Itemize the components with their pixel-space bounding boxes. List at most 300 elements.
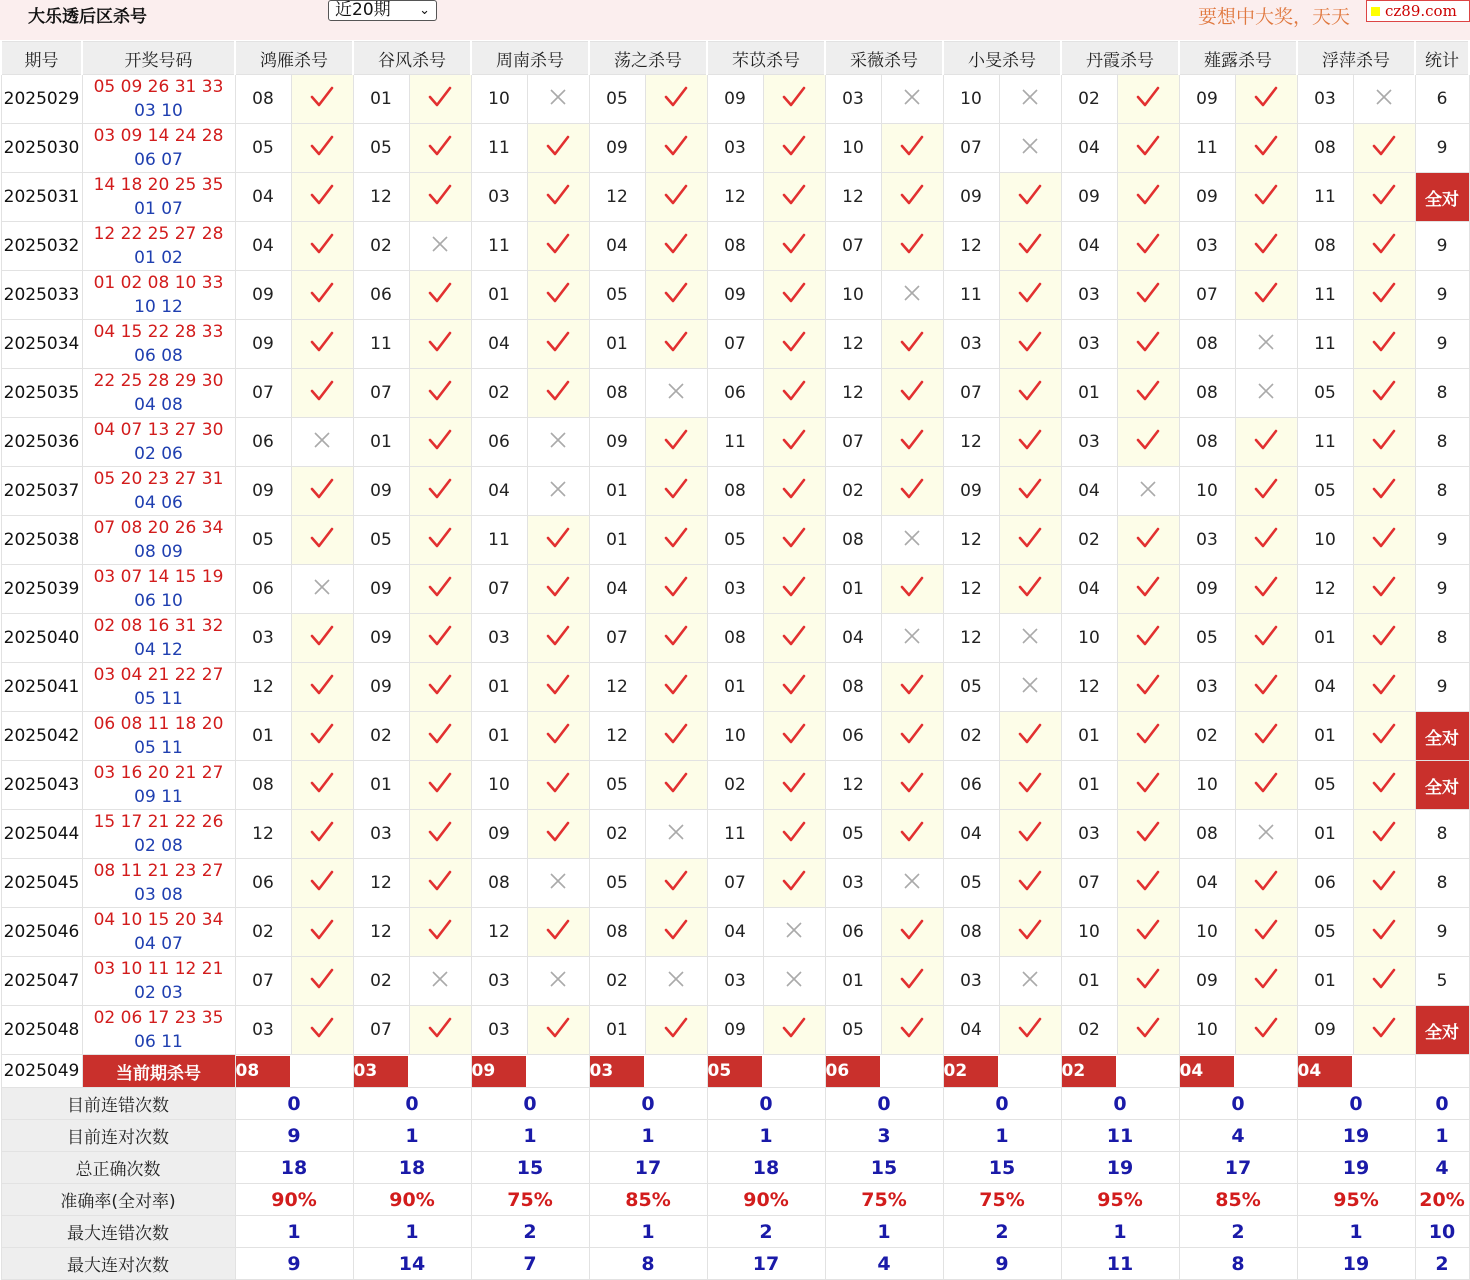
result-mark bbox=[1235, 173, 1297, 222]
kill-number: 08 bbox=[1179, 369, 1235, 418]
check-icon bbox=[428, 722, 452, 746]
stat-value: 75% bbox=[825, 1184, 943, 1216]
kill-number: 07 bbox=[707, 859, 763, 908]
stat-value: 1 bbox=[353, 1120, 471, 1152]
kill-number: 05 bbox=[235, 124, 291, 173]
result-mark bbox=[1353, 565, 1415, 614]
back-numbers: 04 12 bbox=[134, 640, 183, 660]
kill-number: 06 bbox=[235, 859, 291, 908]
kill-number: 10 bbox=[825, 124, 881, 173]
check-icon bbox=[1136, 330, 1160, 354]
result-mark bbox=[291, 712, 353, 761]
kill-number: 01 bbox=[353, 75, 409, 124]
check-icon bbox=[664, 428, 688, 452]
result-mark bbox=[409, 1006, 471, 1055]
issue-number: 2025034 bbox=[1, 320, 82, 369]
kill-number: 09 bbox=[235, 467, 291, 516]
back-numbers: 10 12 bbox=[134, 297, 183, 317]
kill-number: 01 bbox=[589, 1006, 645, 1055]
chevron-down-icon: ⌄ bbox=[419, 3, 430, 18]
front-numbers: 07 08 20 26 34 bbox=[93, 518, 224, 538]
result-mark bbox=[1353, 1006, 1415, 1055]
kill-number: 05 bbox=[825, 1006, 881, 1055]
stat-row bbox=[1, 1216, 1469, 1248]
cross-icon bbox=[666, 822, 686, 842]
check-icon bbox=[1372, 722, 1396, 746]
check-icon bbox=[1372, 526, 1396, 550]
current-kill-number: 04 bbox=[1180, 1056, 1234, 1087]
kill-number: 09 bbox=[1061, 173, 1117, 222]
result-mark bbox=[881, 614, 943, 663]
check-icon bbox=[664, 918, 688, 942]
kill-number: 03 bbox=[1061, 271, 1117, 320]
result-mark bbox=[1235, 565, 1297, 614]
stat-value: 14 bbox=[353, 1248, 471, 1280]
kill-number: 02 bbox=[1061, 1006, 1117, 1055]
kill-number: 01 bbox=[825, 957, 881, 1006]
current-kill-number: 08 bbox=[236, 1056, 290, 1087]
kill-number: 12 bbox=[1297, 565, 1353, 614]
result-mark bbox=[1353, 222, 1415, 271]
check-icon bbox=[900, 428, 924, 452]
check-icon bbox=[1136, 722, 1160, 746]
result-mark bbox=[999, 614, 1061, 663]
stat-value: 2 bbox=[943, 1216, 1061, 1248]
kill-number: 12 bbox=[825, 369, 881, 418]
stat-value: 1 bbox=[943, 1120, 1061, 1152]
check-icon bbox=[1372, 869, 1396, 893]
check-icon bbox=[428, 330, 452, 354]
kill-number: 09 bbox=[353, 565, 409, 614]
result-mark bbox=[645, 222, 707, 271]
front-numbers: 03 16 20 21 27 bbox=[93, 763, 224, 783]
draw-numbers bbox=[82, 810, 235, 859]
table-row bbox=[1, 271, 1469, 320]
draw-numbers bbox=[82, 467, 235, 516]
table-row bbox=[1, 75, 1469, 124]
current-label: 当前期杀号 bbox=[82, 1055, 235, 1088]
result-mark bbox=[527, 663, 589, 712]
check-icon bbox=[1018, 771, 1042, 795]
stat-value: 17 bbox=[589, 1152, 707, 1184]
result-mark bbox=[527, 957, 589, 1006]
result-mark bbox=[763, 663, 825, 712]
kill-number: 03 bbox=[235, 1006, 291, 1055]
kill-number: 12 bbox=[235, 663, 291, 712]
kill-number: 11 bbox=[353, 320, 409, 369]
kill-number: 05 bbox=[589, 761, 645, 810]
draw-numbers bbox=[82, 222, 235, 271]
cross-icon bbox=[1256, 822, 1276, 842]
stat-row bbox=[1, 1120, 1469, 1152]
stat-value: 19 bbox=[1297, 1120, 1415, 1152]
result-mark bbox=[645, 1006, 707, 1055]
kill-number: 01 bbox=[353, 761, 409, 810]
check-icon bbox=[1136, 869, 1160, 893]
kill-number: 06 bbox=[943, 761, 999, 810]
check-icon bbox=[310, 820, 334, 844]
kill-number: 10 bbox=[1061, 908, 1117, 957]
result-mark bbox=[1235, 663, 1297, 712]
result-mark bbox=[645, 712, 707, 761]
check-icon bbox=[1136, 918, 1160, 942]
check-icon bbox=[900, 771, 924, 795]
issue-number: 2025030 bbox=[1, 124, 82, 173]
result-mark bbox=[1235, 271, 1297, 320]
result-mark bbox=[1353, 859, 1415, 908]
result-mark bbox=[291, 320, 353, 369]
check-icon bbox=[782, 575, 806, 599]
kill-number: 03 bbox=[1061, 810, 1117, 859]
result-mark bbox=[881, 516, 943, 565]
result-mark bbox=[881, 271, 943, 320]
check-icon bbox=[664, 722, 688, 746]
kill-number: 06 bbox=[235, 565, 291, 614]
kill-number: 01 bbox=[471, 663, 527, 712]
result-mark bbox=[763, 516, 825, 565]
result-mark bbox=[1353, 663, 1415, 712]
kill-number: 10 bbox=[943, 75, 999, 124]
result-mark bbox=[409, 271, 471, 320]
result-mark bbox=[999, 1006, 1061, 1055]
result-mark bbox=[763, 369, 825, 418]
kill-number: 09 bbox=[1179, 565, 1235, 614]
back-numbers: 04 06 bbox=[134, 493, 183, 513]
stat-label: 准确率(全对率) bbox=[1, 1184, 235, 1216]
issue-number: 2025037 bbox=[1, 467, 82, 516]
result-mark bbox=[527, 467, 589, 516]
kill-number: 03 bbox=[825, 75, 881, 124]
stat-value: 11 bbox=[1061, 1120, 1179, 1152]
table-row bbox=[1, 908, 1469, 957]
result-mark bbox=[1235, 222, 1297, 271]
result-mark bbox=[1117, 173, 1179, 222]
issue-number: 2025029 bbox=[1, 75, 82, 124]
kill-number: 09 bbox=[1297, 1006, 1353, 1055]
issue-number: 2025038 bbox=[1, 516, 82, 565]
issue-number: 2025039 bbox=[1, 565, 82, 614]
kill-number: 09 bbox=[589, 418, 645, 467]
result-mark bbox=[1353, 418, 1415, 467]
stat-value: 0 bbox=[1179, 1088, 1297, 1120]
kill-number: 08 bbox=[825, 663, 881, 712]
kill-number: 11 bbox=[707, 810, 763, 859]
kill-number: 04 bbox=[235, 173, 291, 222]
kill-number: 05 bbox=[1179, 614, 1235, 663]
result-mark bbox=[1353, 516, 1415, 565]
kill-number: 02 bbox=[707, 761, 763, 810]
check-icon bbox=[428, 183, 452, 207]
issue-number: 2025031 bbox=[1, 173, 82, 222]
column-header: 统计 bbox=[1415, 42, 1469, 75]
stat-value: 9 bbox=[235, 1248, 353, 1280]
check-icon bbox=[1018, 526, 1042, 550]
result-mark bbox=[527, 859, 589, 908]
check-icon bbox=[1018, 428, 1042, 452]
check-icon bbox=[428, 771, 452, 795]
check-icon bbox=[1136, 85, 1160, 109]
period-select[interactable] bbox=[328, 0, 437, 21]
result-mark bbox=[1353, 173, 1415, 222]
stat-label: 目前连错次数 bbox=[1, 1088, 235, 1120]
header-row bbox=[1, 42, 1469, 75]
back-numbers: 06 07 bbox=[134, 150, 183, 170]
back-numbers: 04 08 bbox=[134, 395, 183, 415]
result-mark bbox=[1117, 467, 1179, 516]
check-icon bbox=[546, 1016, 570, 1040]
kill-number: 05 bbox=[353, 516, 409, 565]
result-mark bbox=[291, 957, 353, 1006]
stat-value: 4 bbox=[1415, 1152, 1469, 1184]
column-header: 小旻杀号 bbox=[943, 42, 1061, 75]
result-mark bbox=[409, 222, 471, 271]
cross-icon bbox=[1256, 332, 1276, 352]
result-mark bbox=[291, 516, 353, 565]
draw-numbers bbox=[82, 173, 235, 222]
result-mark bbox=[999, 957, 1061, 1006]
stat-value: 1 bbox=[235, 1216, 353, 1248]
issue-number: 2025045 bbox=[1, 859, 82, 908]
cross-icon bbox=[548, 871, 568, 891]
check-icon bbox=[310, 918, 334, 942]
result-mark bbox=[291, 173, 353, 222]
result-mark bbox=[409, 516, 471, 565]
kill-number: 09 bbox=[589, 124, 645, 173]
result-mark bbox=[645, 75, 707, 124]
hit-count: 全对 bbox=[1415, 1006, 1469, 1055]
result-mark bbox=[1117, 222, 1179, 271]
stat-value: 0 bbox=[707, 1088, 825, 1120]
stat-value: 1 bbox=[1061, 1216, 1179, 1248]
result-mark bbox=[409, 369, 471, 418]
result-mark bbox=[763, 859, 825, 908]
result-mark bbox=[1353, 957, 1415, 1006]
check-icon bbox=[1018, 281, 1042, 305]
result-mark bbox=[1353, 761, 1415, 810]
result-mark bbox=[409, 173, 471, 222]
result-mark bbox=[763, 614, 825, 663]
column-header: 采薇杀号 bbox=[825, 42, 943, 75]
result-mark bbox=[1235, 124, 1297, 173]
check-icon bbox=[428, 526, 452, 550]
result-mark bbox=[291, 761, 353, 810]
table-row bbox=[1, 222, 1469, 271]
draw-numbers bbox=[82, 761, 235, 810]
hit-count: 8 bbox=[1415, 369, 1469, 418]
kill-number: 01 bbox=[235, 712, 291, 761]
stat-value: 85% bbox=[1179, 1184, 1297, 1216]
check-icon bbox=[1372, 183, 1396, 207]
back-numbers: 03 08 bbox=[134, 885, 183, 905]
check-icon bbox=[1254, 477, 1278, 501]
check-icon bbox=[1136, 771, 1160, 795]
hit-count: 9 bbox=[1415, 516, 1469, 565]
result-mark bbox=[291, 369, 353, 418]
hit-count: 9 bbox=[1415, 663, 1469, 712]
result-mark bbox=[763, 418, 825, 467]
result-mark bbox=[409, 467, 471, 516]
current-kill-number: 09 bbox=[472, 1056, 526, 1087]
kill-number: 01 bbox=[1297, 614, 1353, 663]
issue-number: 2025046 bbox=[1, 908, 82, 957]
result-mark bbox=[1117, 761, 1179, 810]
cross-icon bbox=[312, 577, 332, 597]
check-icon bbox=[310, 624, 334, 648]
check-icon bbox=[664, 183, 688, 207]
back-numbers: 05 11 bbox=[134, 689, 183, 709]
hit-count: 5 bbox=[1415, 957, 1469, 1006]
result-mark bbox=[763, 173, 825, 222]
table-row bbox=[1, 418, 1469, 467]
kill-number: 08 bbox=[589, 908, 645, 957]
check-icon bbox=[1136, 428, 1160, 452]
current-kill-number: 04 bbox=[1298, 1056, 1352, 1087]
kill-number: 05 bbox=[825, 810, 881, 859]
result-mark bbox=[1117, 810, 1179, 859]
kill-number: 05 bbox=[1297, 369, 1353, 418]
result-mark bbox=[527, 712, 589, 761]
kill-number: 03 bbox=[943, 957, 999, 1006]
check-icon bbox=[900, 134, 924, 158]
check-icon bbox=[664, 673, 688, 697]
result-mark bbox=[409, 124, 471, 173]
stat-value: 8 bbox=[589, 1248, 707, 1280]
stat-value: 75% bbox=[471, 1184, 589, 1216]
site-logo[interactable] bbox=[1366, 0, 1470, 22]
stat-value: 7 bbox=[471, 1248, 589, 1280]
issue-number: 2025033 bbox=[1, 271, 82, 320]
kill-number: 03 bbox=[1061, 418, 1117, 467]
check-icon bbox=[428, 1016, 452, 1040]
front-numbers: 05 20 23 27 31 bbox=[93, 469, 224, 489]
hit-count: 8 bbox=[1415, 418, 1469, 467]
cross-icon bbox=[902, 528, 922, 548]
result-mark bbox=[409, 320, 471, 369]
result-mark bbox=[527, 516, 589, 565]
kill-number: 05 bbox=[943, 859, 999, 908]
draw-numbers bbox=[82, 75, 235, 124]
check-icon bbox=[782, 526, 806, 550]
kill-number: 09 bbox=[471, 810, 527, 859]
check-icon bbox=[1136, 575, 1160, 599]
kill-number: 12 bbox=[825, 320, 881, 369]
kill-number: 03 bbox=[471, 614, 527, 663]
result-mark bbox=[1235, 369, 1297, 418]
result-mark bbox=[1353, 369, 1415, 418]
stat-value: 8 bbox=[1179, 1248, 1297, 1280]
result-mark bbox=[1353, 810, 1415, 859]
kill-number: 11 bbox=[471, 516, 527, 565]
result-mark bbox=[1235, 761, 1297, 810]
column-header: 鸿雁杀号 bbox=[235, 42, 353, 75]
kill-number: 09 bbox=[353, 614, 409, 663]
check-icon bbox=[900, 575, 924, 599]
kill-number: 02 bbox=[1061, 75, 1117, 124]
stat-value: 90% bbox=[235, 1184, 353, 1216]
kill-number: 04 bbox=[1061, 467, 1117, 516]
draw-numbers bbox=[82, 418, 235, 467]
check-icon bbox=[428, 869, 452, 893]
kill-number: 01 bbox=[589, 467, 645, 516]
check-icon bbox=[1018, 1016, 1042, 1040]
kill-number: 08 bbox=[471, 859, 527, 908]
kill-number: 02 bbox=[589, 810, 645, 859]
back-numbers: 01 07 bbox=[134, 199, 183, 219]
result-mark bbox=[1235, 614, 1297, 663]
stat-value: 17 bbox=[707, 1248, 825, 1280]
kill-number: 02 bbox=[471, 369, 527, 418]
result-mark bbox=[645, 271, 707, 320]
check-icon bbox=[310, 379, 334, 403]
check-icon bbox=[1372, 673, 1396, 697]
hit-count: 全对 bbox=[1415, 761, 1469, 810]
result-mark bbox=[291, 271, 353, 320]
draw-numbers bbox=[82, 271, 235, 320]
stat-label: 最大连对次数 bbox=[1, 1248, 235, 1280]
result-mark bbox=[645, 369, 707, 418]
check-icon bbox=[1018, 477, 1042, 501]
kill-number: 03 bbox=[1179, 516, 1235, 565]
kill-number: 08 bbox=[707, 614, 763, 663]
kill-number: 04 bbox=[471, 320, 527, 369]
back-numbers: 02 08 bbox=[134, 836, 183, 856]
check-icon bbox=[1372, 1016, 1396, 1040]
kill-number: 03 bbox=[825, 859, 881, 908]
hit-count: 8 bbox=[1415, 810, 1469, 859]
check-icon bbox=[1254, 967, 1278, 991]
check-icon bbox=[664, 477, 688, 501]
kill-number: 12 bbox=[471, 908, 527, 957]
kill-number: 01 bbox=[707, 663, 763, 712]
result-mark bbox=[881, 761, 943, 810]
check-icon bbox=[546, 379, 570, 403]
kill-number: 12 bbox=[943, 222, 999, 271]
stat-value: 0 bbox=[1415, 1088, 1469, 1120]
result-mark bbox=[881, 663, 943, 712]
stat-value: 1 bbox=[471, 1120, 589, 1152]
kill-number: 02 bbox=[825, 467, 881, 516]
draw-numbers bbox=[82, 614, 235, 663]
check-icon bbox=[1136, 1016, 1160, 1040]
draw-numbers bbox=[82, 663, 235, 712]
check-icon bbox=[310, 134, 334, 158]
kill-number: 01 bbox=[1061, 712, 1117, 761]
kill-number: 09 bbox=[1179, 173, 1235, 222]
current-kill-number: 02 bbox=[944, 1056, 998, 1087]
stat-value: 17 bbox=[1179, 1152, 1297, 1184]
check-icon bbox=[664, 624, 688, 648]
stat-value: 0 bbox=[471, 1088, 589, 1120]
cross-icon bbox=[1020, 626, 1040, 646]
kill-number: 04 bbox=[707, 908, 763, 957]
kill-number: 03 bbox=[471, 1006, 527, 1055]
kill-number: 04 bbox=[943, 1006, 999, 1055]
result-mark bbox=[1353, 271, 1415, 320]
check-icon bbox=[1254, 1016, 1278, 1040]
table-row bbox=[1, 1006, 1469, 1055]
kill-number: 10 bbox=[1179, 908, 1235, 957]
front-numbers: 01 02 08 10 33 bbox=[93, 273, 224, 293]
check-icon bbox=[546, 820, 570, 844]
check-icon bbox=[1254, 575, 1278, 599]
kill-number: 01 bbox=[589, 516, 645, 565]
table-row bbox=[1, 663, 1469, 712]
period-select-value: 近20期 bbox=[335, 0, 391, 20]
front-numbers: 08 11 21 23 27 bbox=[93, 861, 224, 881]
column-header: 芣苡杀号 bbox=[707, 42, 825, 75]
check-icon bbox=[546, 575, 570, 599]
kill-number: 09 bbox=[707, 1006, 763, 1055]
